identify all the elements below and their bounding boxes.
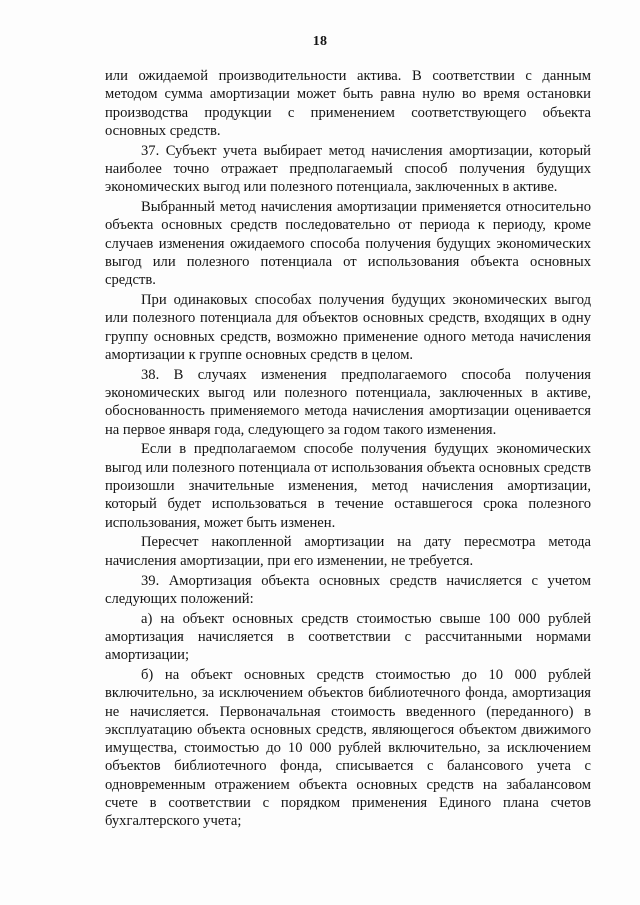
paragraph-clause-39: 39. Амортизация объекта основных средств начисляется с учетом следующих положений: [105,572,591,607]
paragraph-continuation: или ожидаемой производительности актива. В соответствии с данным методом сумма амортизации может быть равна нулю во время остановки производства продукции с применением соответствующего объекта основных средств. [105,68,591,139]
page-number: 18 [312,34,328,49]
document-body [105,67,591,832]
paragraph-method-consistency: Выбранный метод начисления амортизации применяется относительно объекта основных средств последовательно от периода к периоду, кроме случаев изменения ожидаемого способа получения будущих экономических выгод или полезного потенциала от использования объекта основных средств. [105,199,591,289]
paragraph-item-a: а) на объект основных средств стоимостью свыше 100 000 рублей амортизация начисляется в соответствии с рассчитанными нормами амортизации; [105,610,591,664]
paragraph-recalculation: Пересчет накопленной амортизации на дату пересмотра метода начисления амортизации, при его изменении, не требуется. [105,534,591,569]
paragraph-method-change: Если в предполагаемом способе получения будущих экономических выгод или полезного потенциала от использования объекта основных средств произошли значительные изменения, метод начисления амортизации, который будет использоваться в течение оставшегося срока полезного использования, может быть изменен. [105,441,591,531]
paragraph-clause-38: 38. В случаях изменения предполагаемого способа получения экономических выгод или полезного потенциала, заключенных в активе, обоснованность применяемого метода начисления амортизации оценивается на первое января года, следующего за годом такого изменения. [105,366,591,438]
paragraph-group-method: При одинаковых способах получения будущих экономических выгод или полезного потенциала для объектов основных средств, входящих в одну группу основных средств, возможно применение одного метода начисления амортизации к группе основных средств в целом. [105,292,591,363]
paragraph-item-b: б) на объект основных средств стоимостью до 10 000 рублей включительно, за исключением объектов библиотечного фонда, амортизация не начисляется. Первоначальная стоимость введенного (переданного) в эксплуатацию объекта основных средств, являющегося объектом движимого имущества, стоимостью до 10 000 рублей включительно, за исключением объектов библиотечного фонда, списывается с балансового учета с одновременным отражением объекта основных средств на забалансовом счете в соответствии с порядком применения Единого плана счетов бухгалтерского учета; [105,667,591,830]
paragraph-clause-37: 37. Субъект учета выбирает метод начисления амортизации, который наиболее точно отражает предполагаемый способ получения будущих экономических выгод или полезного потенциала, заключенных в активе. [105,142,591,196]
